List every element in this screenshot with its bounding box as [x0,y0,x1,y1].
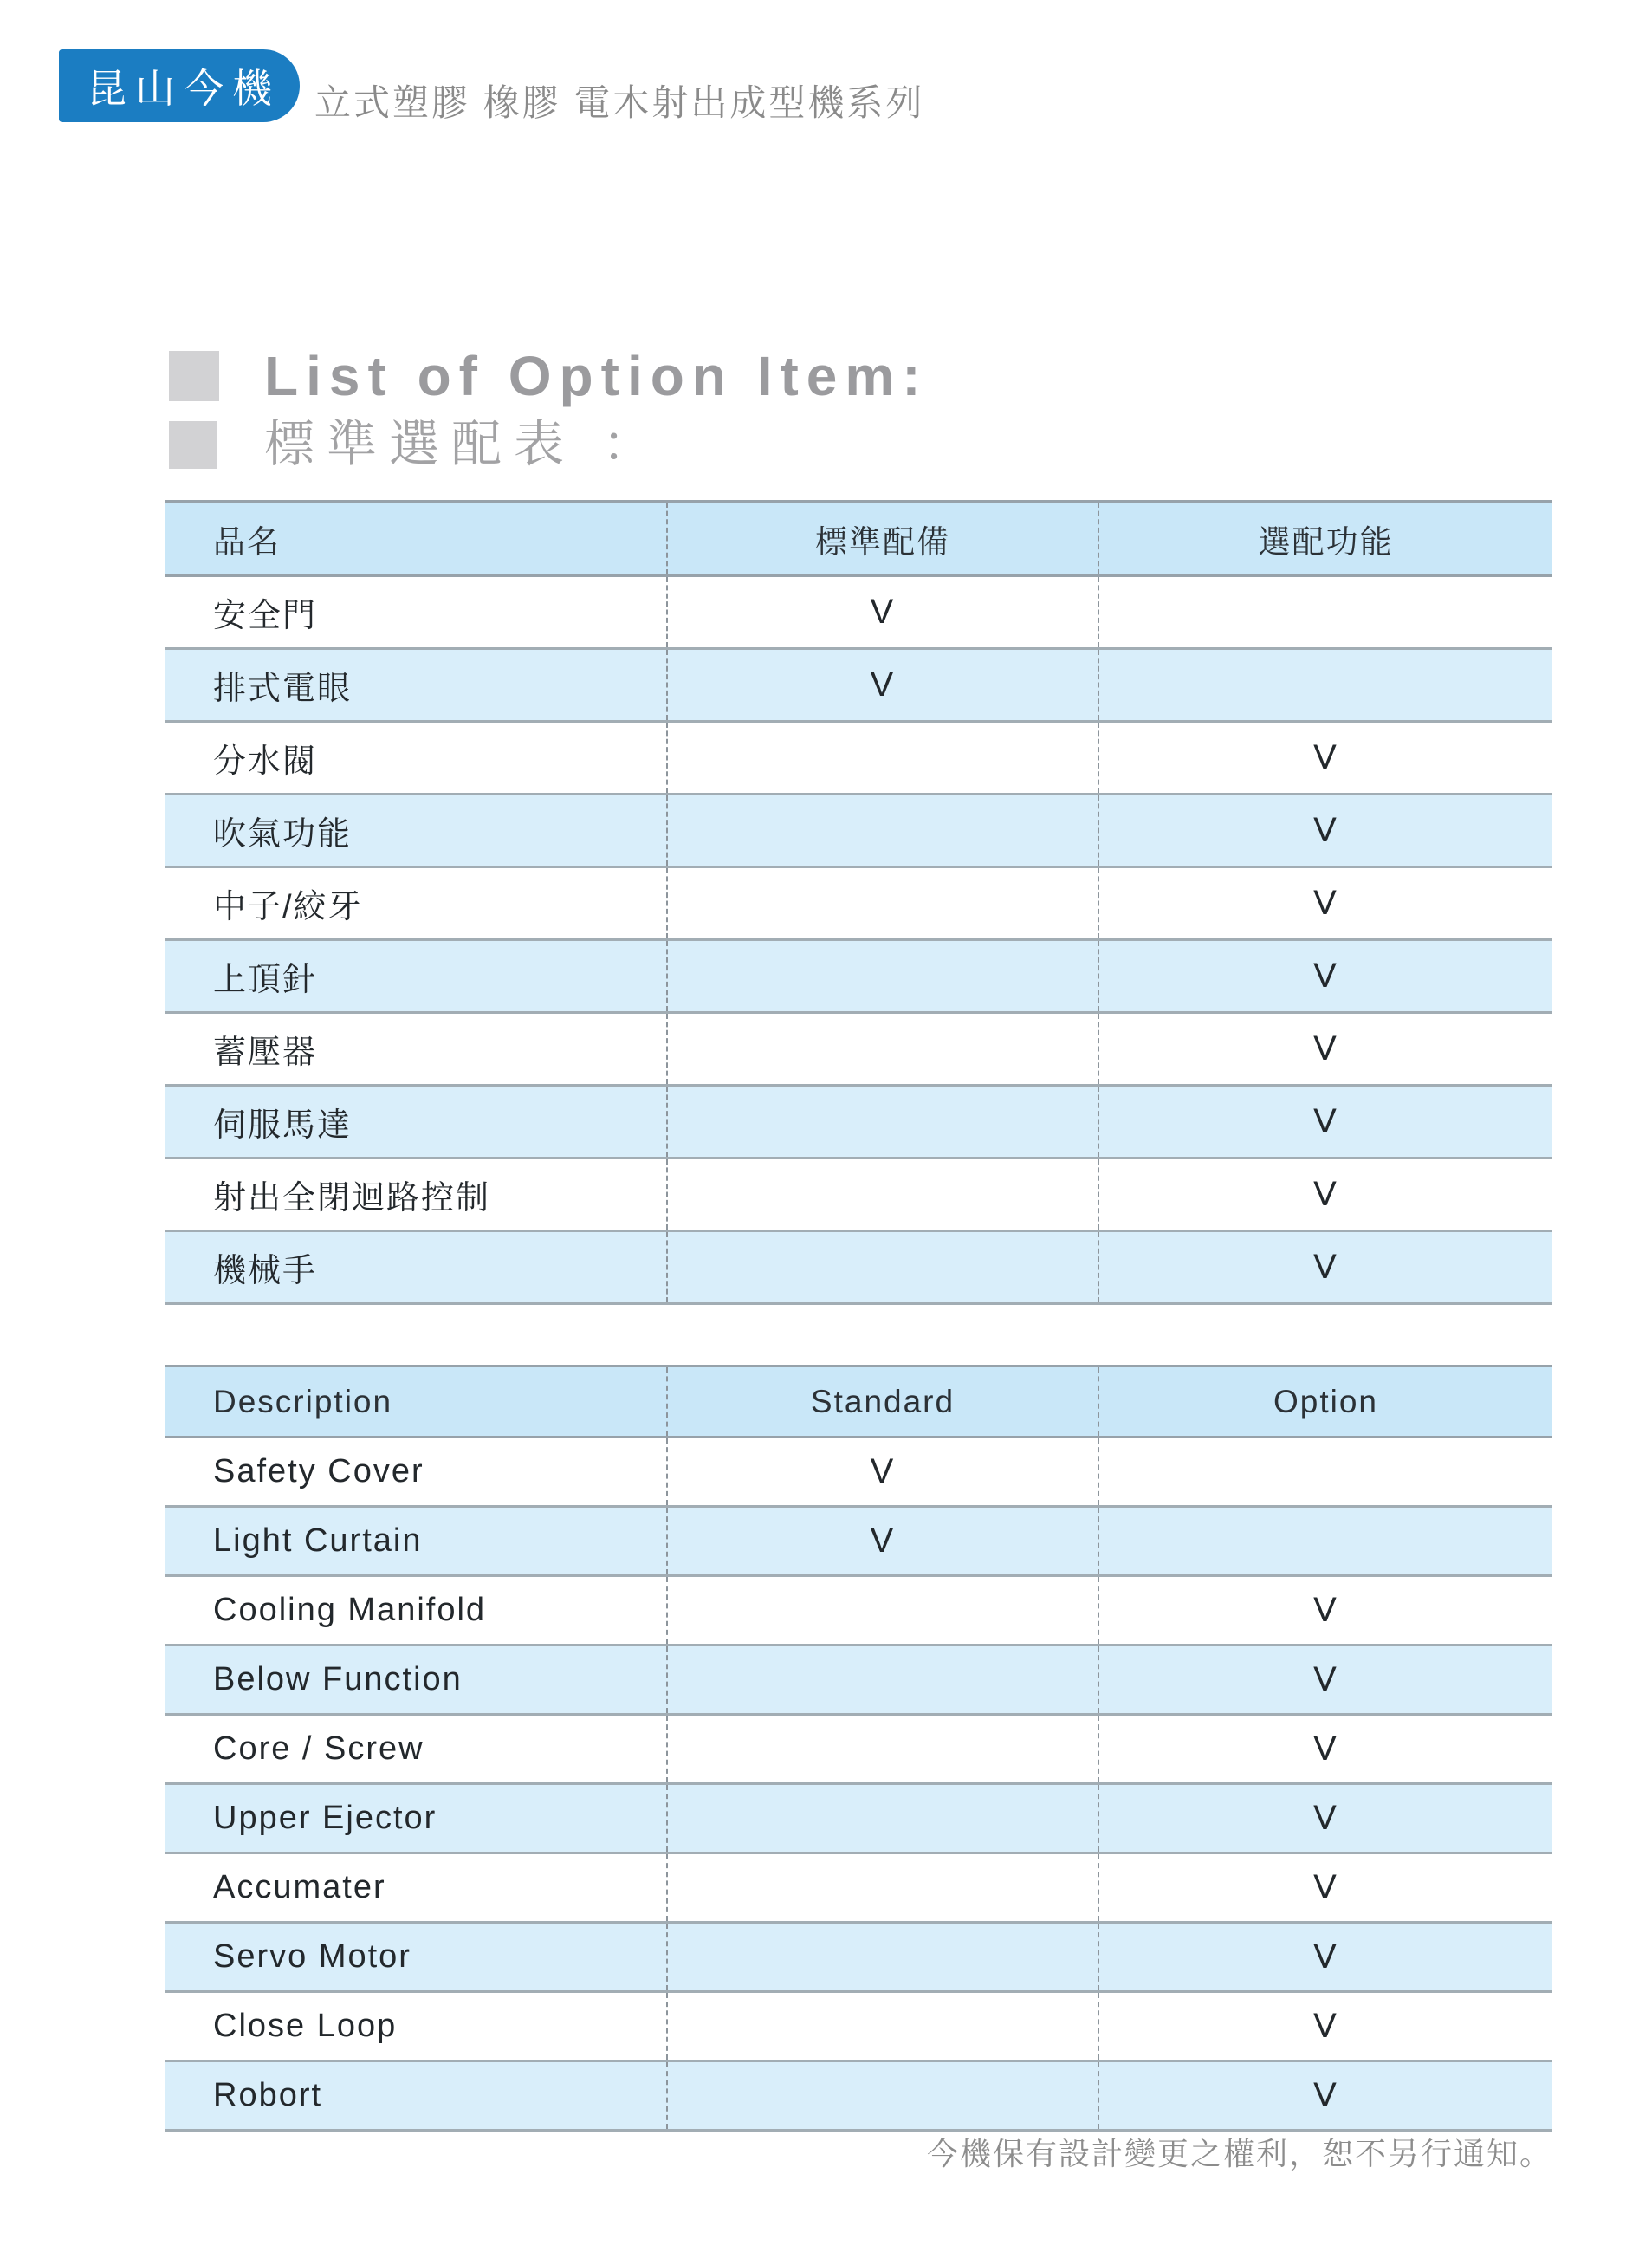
item-name-cell: 中子/絞牙 [165,867,667,940]
standard-cell [667,1013,1098,1086]
option-cell: V [1098,1158,1552,1231]
item-name-cell: 上頂針 [165,940,667,1013]
item-name-cell: 排式電眼 [165,649,667,722]
options-table-chinese [165,500,1552,1305]
standard-cell [667,2061,1098,2131]
option-cell: V [1098,1645,1552,1715]
table-row [165,576,1552,649]
table-row [165,940,1552,1013]
option-cell: V [1098,1923,1552,1992]
item-name-cell: 伺服馬達 [165,1086,667,1158]
item-name-cell: 射出全閉迴路控制 [165,1158,667,1231]
standard-cell [667,1853,1098,1923]
option-cell: V [1098,2061,1552,2131]
table-row [165,795,1552,867]
option-cell: V [1098,795,1552,867]
standard-cell [667,1715,1098,1784]
standard-cell [667,1992,1098,2061]
standard-cell [667,1576,1098,1645]
footer-note: 今機保有設計變更之權利，恕不另行通知。 [926,2136,1552,2171]
item-name-cell: Cooling Manifold [165,1576,667,1645]
option-cell: V [1098,1715,1552,1784]
item-name-cell: Safety Cover [165,1438,667,1507]
option-cell [1098,576,1552,649]
item-name-cell: Below Function [165,1645,667,1715]
option-cell: V [1098,940,1552,1013]
standard-cell: V [667,576,1098,649]
options-table-english [165,1365,1552,2132]
brand-badge [59,49,300,122]
item-name-cell: Robort [165,2061,667,2131]
item-name-cell: 安全門 [165,576,667,649]
option-cell: V [1098,1992,1552,2061]
item-name-cell: Light Curtain [165,1507,667,1576]
standard-cell [667,1158,1098,1231]
option-cell: V [1098,1853,1552,1923]
option-cell: V [1098,1576,1552,1645]
item-name-cell: Accumater [165,1853,667,1923]
table-row [165,1231,1552,1304]
option-cell [1098,649,1552,722]
option-cell [1098,1507,1552,1576]
standard-cell [667,1086,1098,1158]
item-name-cell: 蓄壓器 [165,1013,667,1086]
title-row-en [169,345,929,407]
standard-cell [667,1784,1098,1853]
item-name-cell: 吹氣功能 [165,795,667,867]
table-row [165,1784,1552,1853]
table-row [165,2061,1552,2131]
item-name-cell: 分水閥 [165,722,667,795]
table-row [165,1715,1552,1784]
option-cell: V [1098,1086,1552,1158]
column-header-standard: Standard [667,1366,1098,1438]
standard-cell [667,1645,1098,1715]
item-name-cell: 機械手 [165,1231,667,1304]
brand-name: 昆山今機 [87,66,281,111]
column-header-option: Option [1098,1366,1552,1438]
table-row [165,867,1552,940]
square-bullet-icon [169,351,219,401]
option-cell: V [1098,1784,1552,1853]
standard-cell: V [667,1438,1098,1507]
option-cell: V [1098,867,1552,940]
item-name-cell: Upper Ejector [165,1784,667,1853]
option-cell: V [1098,1013,1552,1086]
title-row-zh [169,416,929,472]
standard-cell [667,1923,1098,1992]
table-row [165,1645,1552,1715]
table-row [165,1158,1552,1231]
table-row [165,1853,1552,1923]
table-row [165,722,1552,795]
page-title-zh: 標準選配表 ： [264,416,665,472]
table-row [165,1013,1552,1086]
option-cell: V [1098,722,1552,795]
table-row [165,1086,1552,1158]
option-cell [1098,1438,1552,1507]
standard-cell [667,795,1098,867]
table-row [165,1576,1552,1645]
item-name-cell: Close Loop [165,1992,667,2061]
page-title-en: List of Option Item: [264,345,929,407]
standard-cell [667,940,1098,1013]
title-block [169,345,929,485]
table-row [165,1438,1552,1507]
column-header-standard: 標準配備 [667,502,1098,576]
table-row [165,1992,1552,2061]
standard-cell [667,1231,1098,1304]
brand-subtitle: 立式塑膠 橡膠 電木射出成型機系列 [314,82,925,123]
table-row [165,649,1552,722]
table-header-row [165,502,1552,576]
table-header-row [165,1366,1552,1438]
item-name-cell: Servo Motor [165,1923,667,1992]
table-row [165,1507,1552,1576]
standard-cell [667,722,1098,795]
standard-cell [667,867,1098,940]
option-cell: V [1098,1231,1552,1304]
standard-cell: V [667,649,1098,722]
square-bullet-icon [169,421,217,469]
standard-cell: V [667,1507,1098,1576]
column-header-name: 品名 [165,502,667,576]
column-header-option: 選配功能 [1098,502,1552,576]
item-name-cell: Core / Screw [165,1715,667,1784]
column-header-name: Description [165,1366,667,1438]
table-row [165,1923,1552,1992]
